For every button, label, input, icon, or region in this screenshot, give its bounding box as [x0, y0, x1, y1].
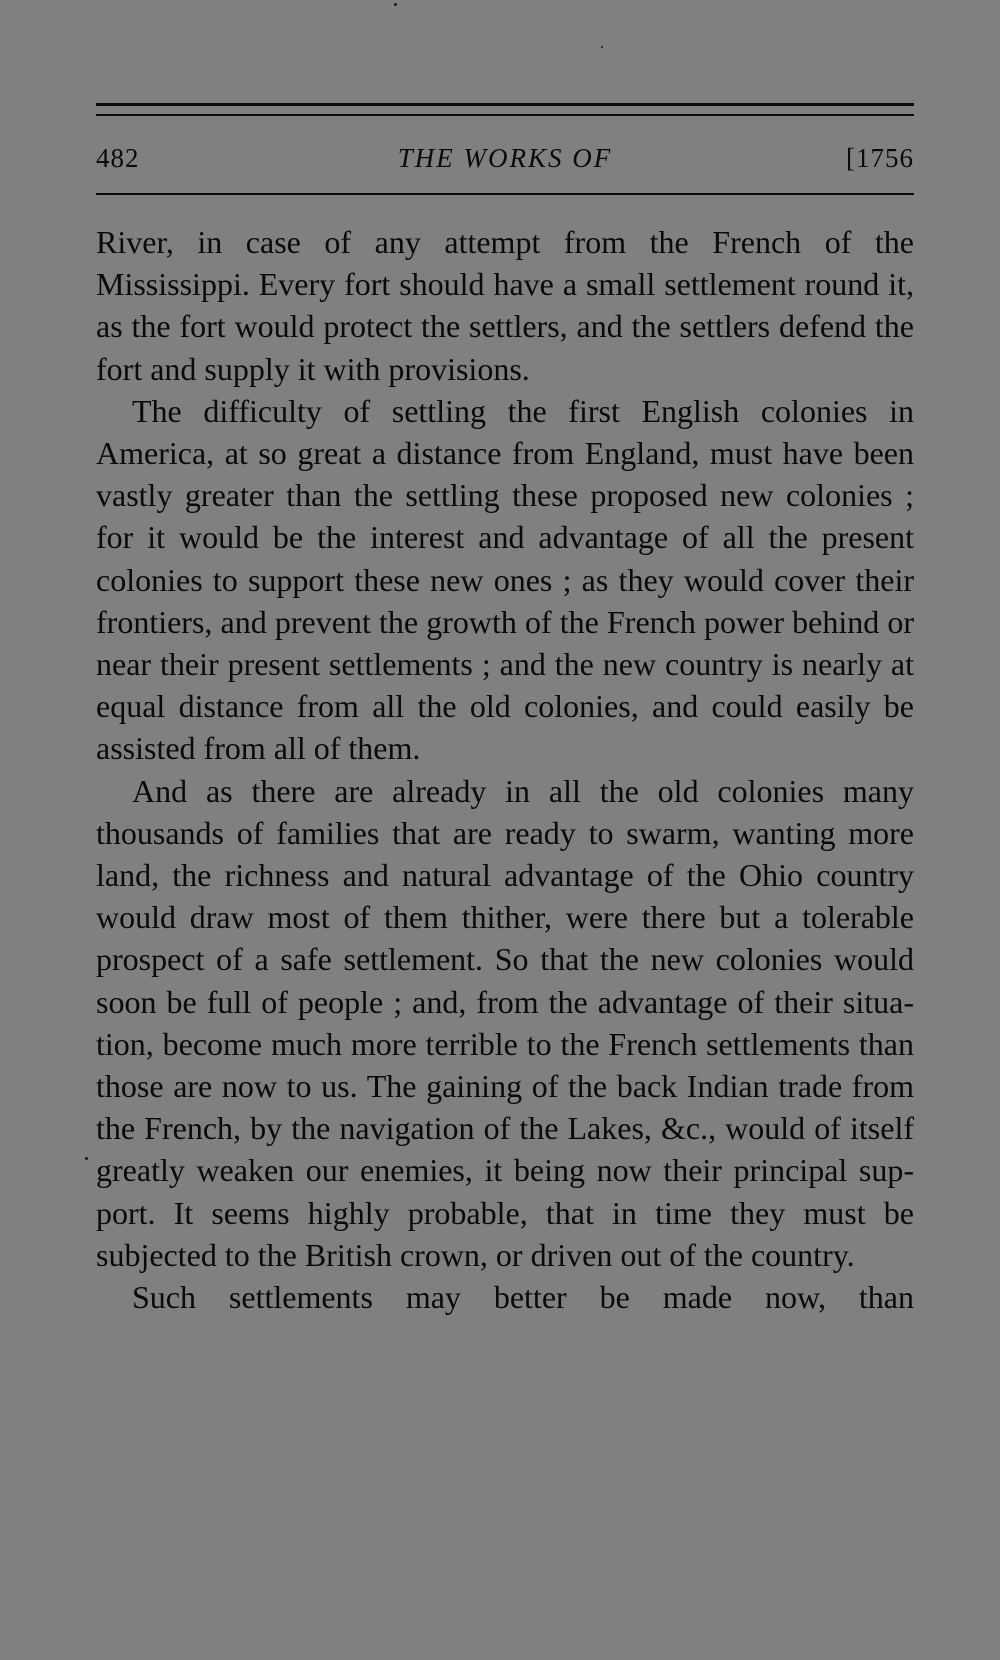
running-head-title: THE WORKS OF: [397, 143, 613, 173]
body-text: [96, 221, 914, 1318]
paragraph-continues: Such settlements may better be made now, than: [132, 1279, 914, 1316]
paragraph: And as there are already in all the old colonies many thousands of families that are ready to swarm, wanting more land, the richness and natural advantage of the Ohio country would draw most of them thither, were there but a tolerable prospect of a safe settlement. So that the new colonies would soon be full of people ; and, from the advantage of their situation, become much more terrible to the French settlements than those are now to us. The gaining of the back Indian trade from the French, by the navigation of the Lakes, &c., would of itself greatly weaken our enemies, it being now their principal support. It seems highly probable, that in time they must be subjected to the British crown, or driven out of the country.: [96, 772, 914, 1273]
paper-speck: [85, 1157, 88, 1160]
paragraph-continued: River, in case of any attempt from the French of the Mississippi. Every fort should have a small settlement round it, as the fort would protect the settlers, and the settlers defend the fort and supply it with provisions.: [96, 224, 914, 387]
page-number: 482: [96, 143, 140, 173]
top-double-rule-lower: [96, 114, 914, 116]
running-head-year: [1756: [846, 143, 914, 173]
paper-speck: [601, 46, 603, 48]
paragraph: The difficulty of settling the first English colonies in America, at so great a distance from England, must have been vastly greater than the settling these proposed new colonies ; for it would be the interest and advantage of all the present colonies to support these new ones ; as they would cover their frontiers, and prevent the growth of the French power behind or near their present settlements ; and the new country is nearly at equal distance from all the old colonies, and could easily be assisted from all of them.: [96, 392, 914, 767]
header-rule: [96, 193, 914, 195]
running-head: [96, 138, 914, 178]
paper-speck: [394, 3, 397, 6]
book-page: [96, 0, 914, 1660]
top-double-rule-upper: [96, 103, 914, 106]
